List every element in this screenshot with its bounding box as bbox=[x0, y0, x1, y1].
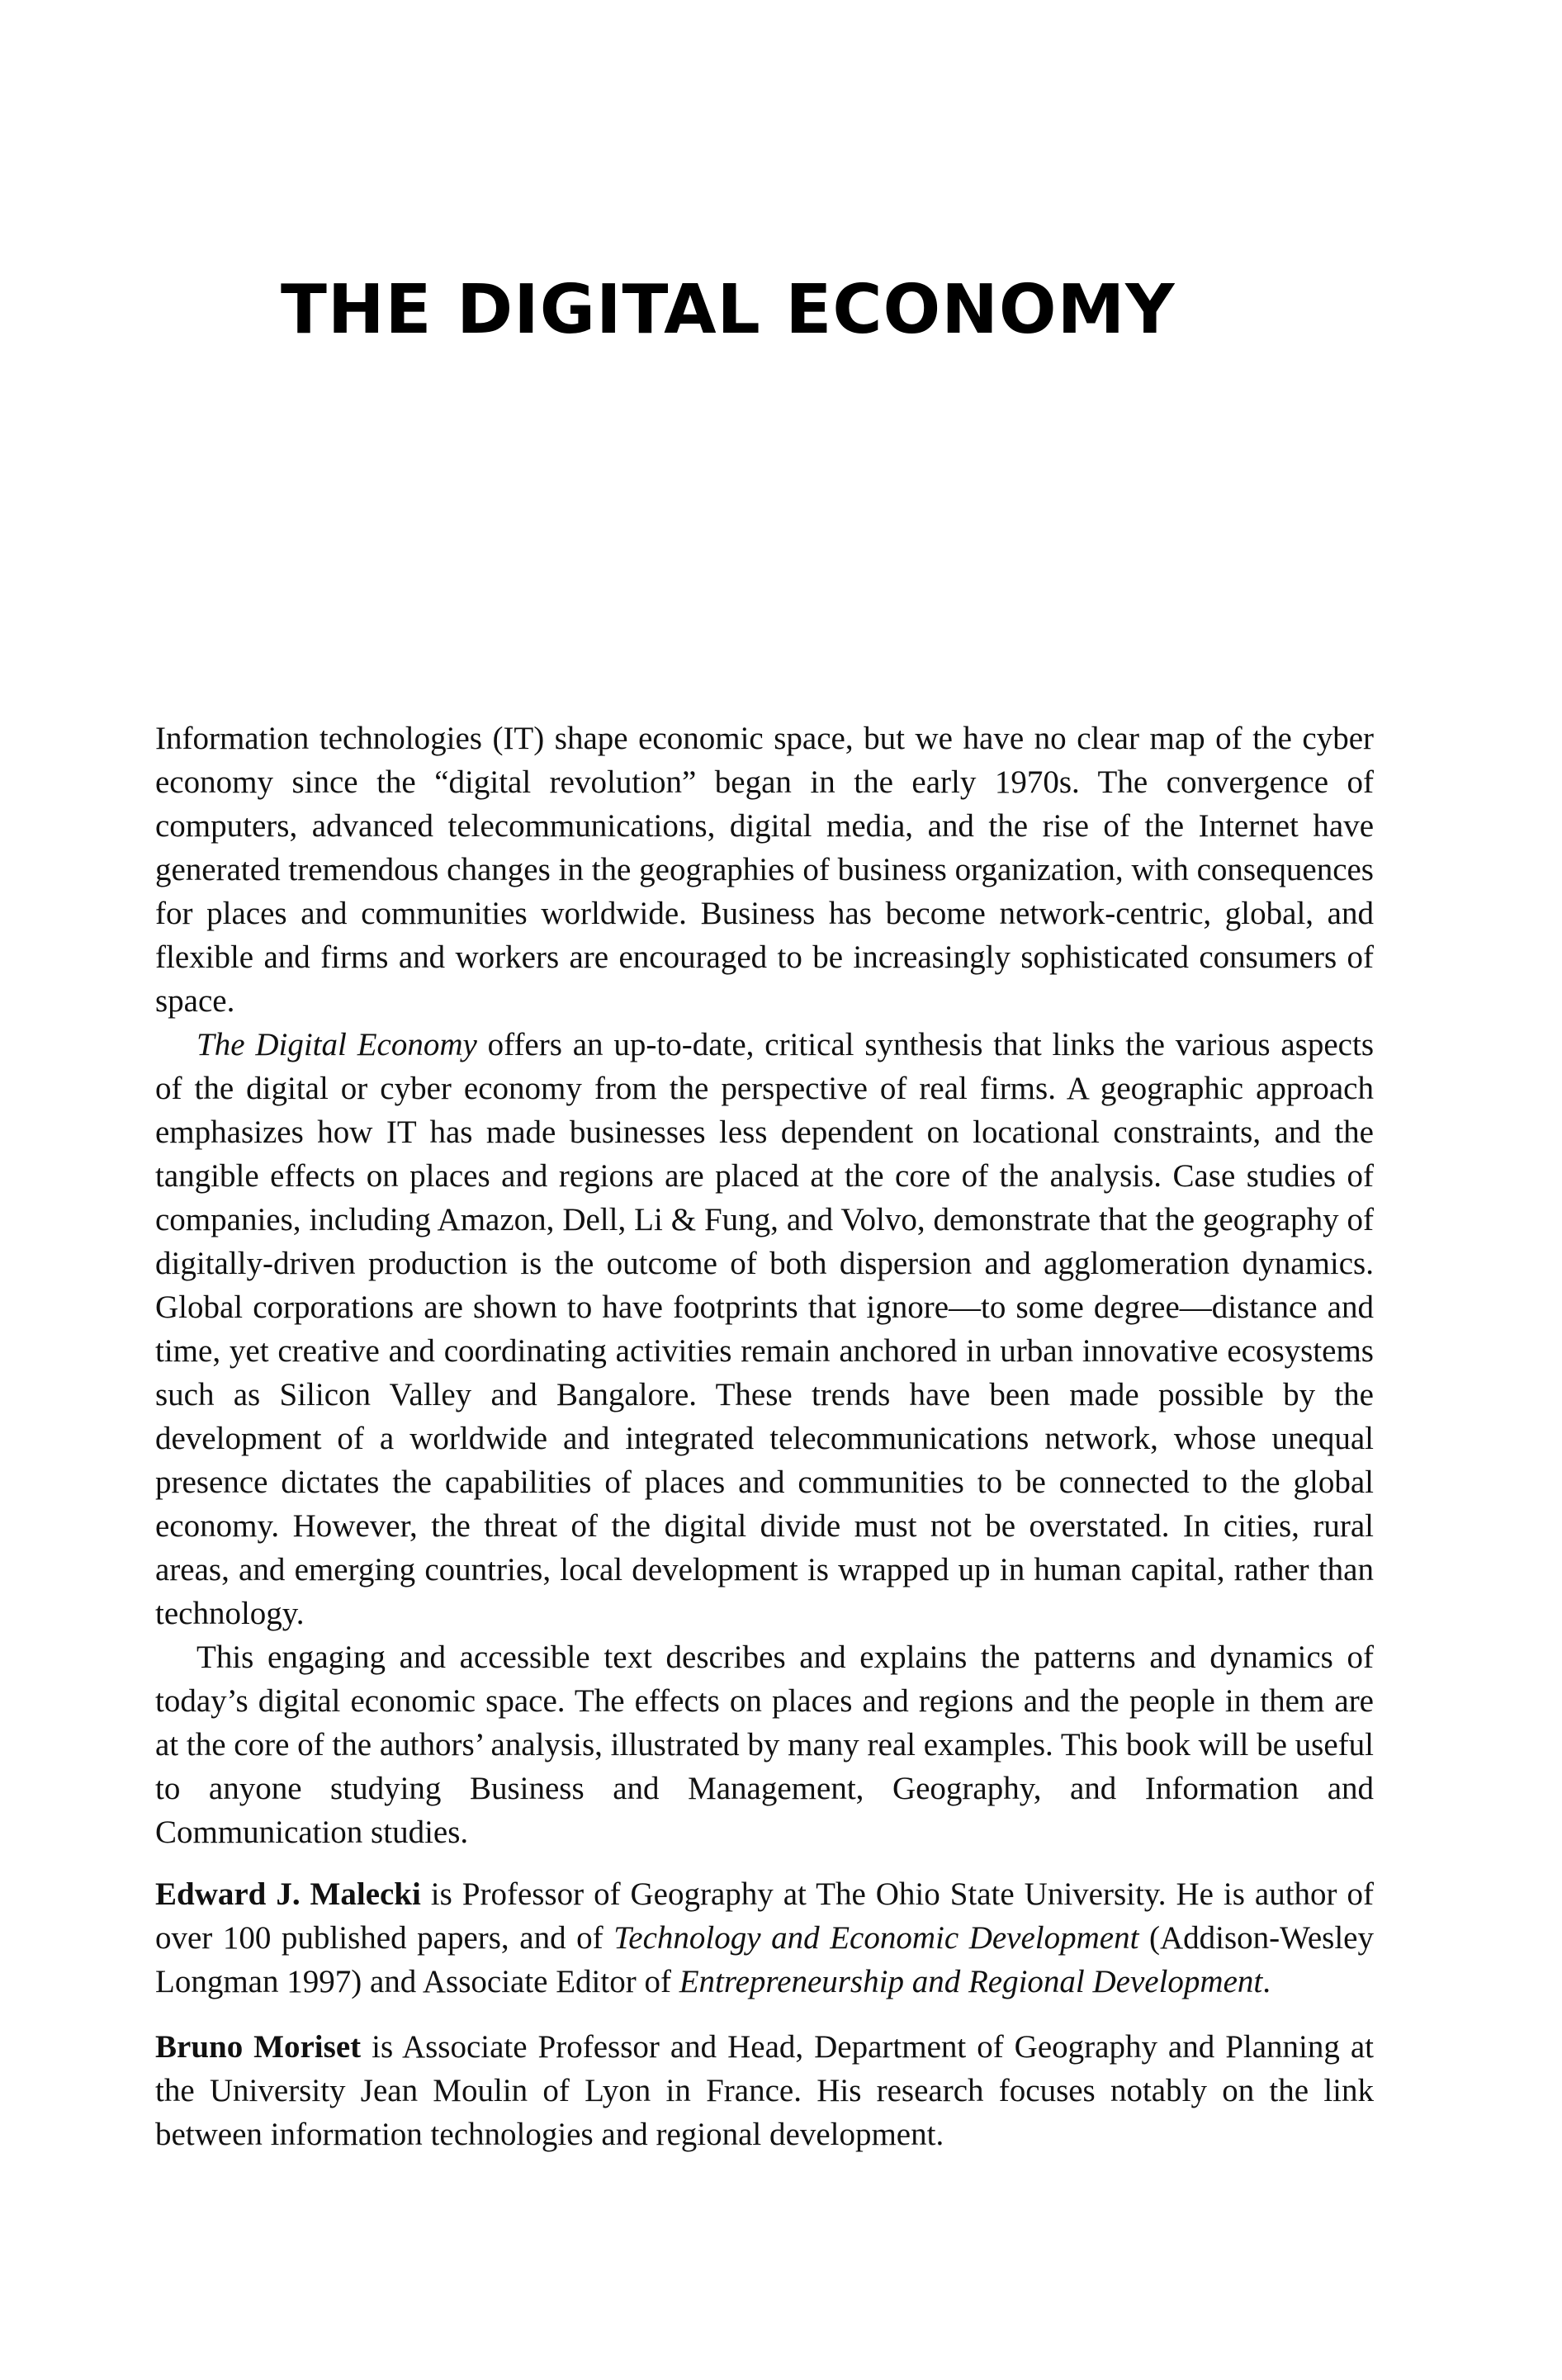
book-title-italic: The Digital Economy bbox=[196, 1027, 477, 1062]
author-journal-title: Entrepreneurship and Regional Development bbox=[679, 1964, 1263, 1999]
author-bio-malecki-text-2: (Addison-Wesley Longman 1997) and Associate Editor of bbox=[155, 1920, 1374, 1999]
author-bio-malecki-text-1: is Professor of Geography at The Ohio State University. He is author of over 100 published papers, and of bbox=[155, 1876, 1374, 1956]
blurb-paragraph-3: This engaging and accessible text describes and explains the patterns and dynamics of today’s digital economic space. The effects on places and regions and the people in them are at the core of the authors’ analysis, illustrated by many real examples. This book will be useful to anyone studying Business and Management, Geography, and Information and Communication studies. bbox=[155, 1640, 1374, 1850]
author-book-title: Technology and Economic Development bbox=[613, 1920, 1139, 1956]
author-bio-moriset-text: is Associate Professor and Head, Department of Geography and Planning at the University Jean Moulin of Lyon in France. His research focuses notably on the link between information technologies and regional development. bbox=[155, 2029, 1374, 2152]
blurb-paragraph-2 bbox=[155, 1023, 1374, 1635]
blurb-body bbox=[155, 717, 1374, 2156]
book-title: THE DIGITAL ECONOMY bbox=[281, 271, 1176, 349]
author-bio-moriset bbox=[155, 2025, 1374, 2156]
blurb-paragraph-1: Information technologies (IT) shape economic space, but we have no clear map of the cyber economy since the “digital revolution” began in the early 1970s. The convergence of computers, advanced telecommunications, digital media, and the rise of the Internet have generated tremendous changes in the geographies of business organization, with consequences for places and communities worldwide. Business has become network-centric, global, and flexible and firms and workers are encouraged to be increasingly sophisticated consumers of space. bbox=[155, 721, 1374, 1019]
author-name-moriset: Bruno Moriset bbox=[155, 2029, 362, 2065]
blurb-paragraph-2-text: offers an up-to-date, critical synthesis that links the various aspects of the digital or cyber economy from the perspective of real firms. A geographic approach emphasizes how IT has made businesses less dependent on locational constraints, and the tangible effects on places and regions are placed at the core of the analysis. Case studies of companies, including Amazon, Dell, Li & Fung, and Volvo, demonstrate that the geography of digitally-driven production is the outcome of both dispersion and agglomeration dynamics. Global corporations are shown to have footprints that ignore—to some degree—distance and time, yet creative and coordinating activities remain anchored in urban innovative ecosystems such as Silicon Valley and Bangalore. These trends have been made possible by the development of a worldwide and integrated telecommunications network, whose unequal presence dictates the capabilities of places and communities to be connected to the global economy. However, the threat of the digital divide must not be overstated. In cities, rural areas, and emerging countries, local development is wrapped up in human capital, rather than technology. bbox=[155, 1027, 1374, 1631]
author-bio-malecki bbox=[155, 1872, 1374, 2004]
author-bio-malecki-text-3: . bbox=[1262, 1964, 1271, 1999]
author-name-malecki: Edward J. Malecki bbox=[155, 1876, 421, 1912]
